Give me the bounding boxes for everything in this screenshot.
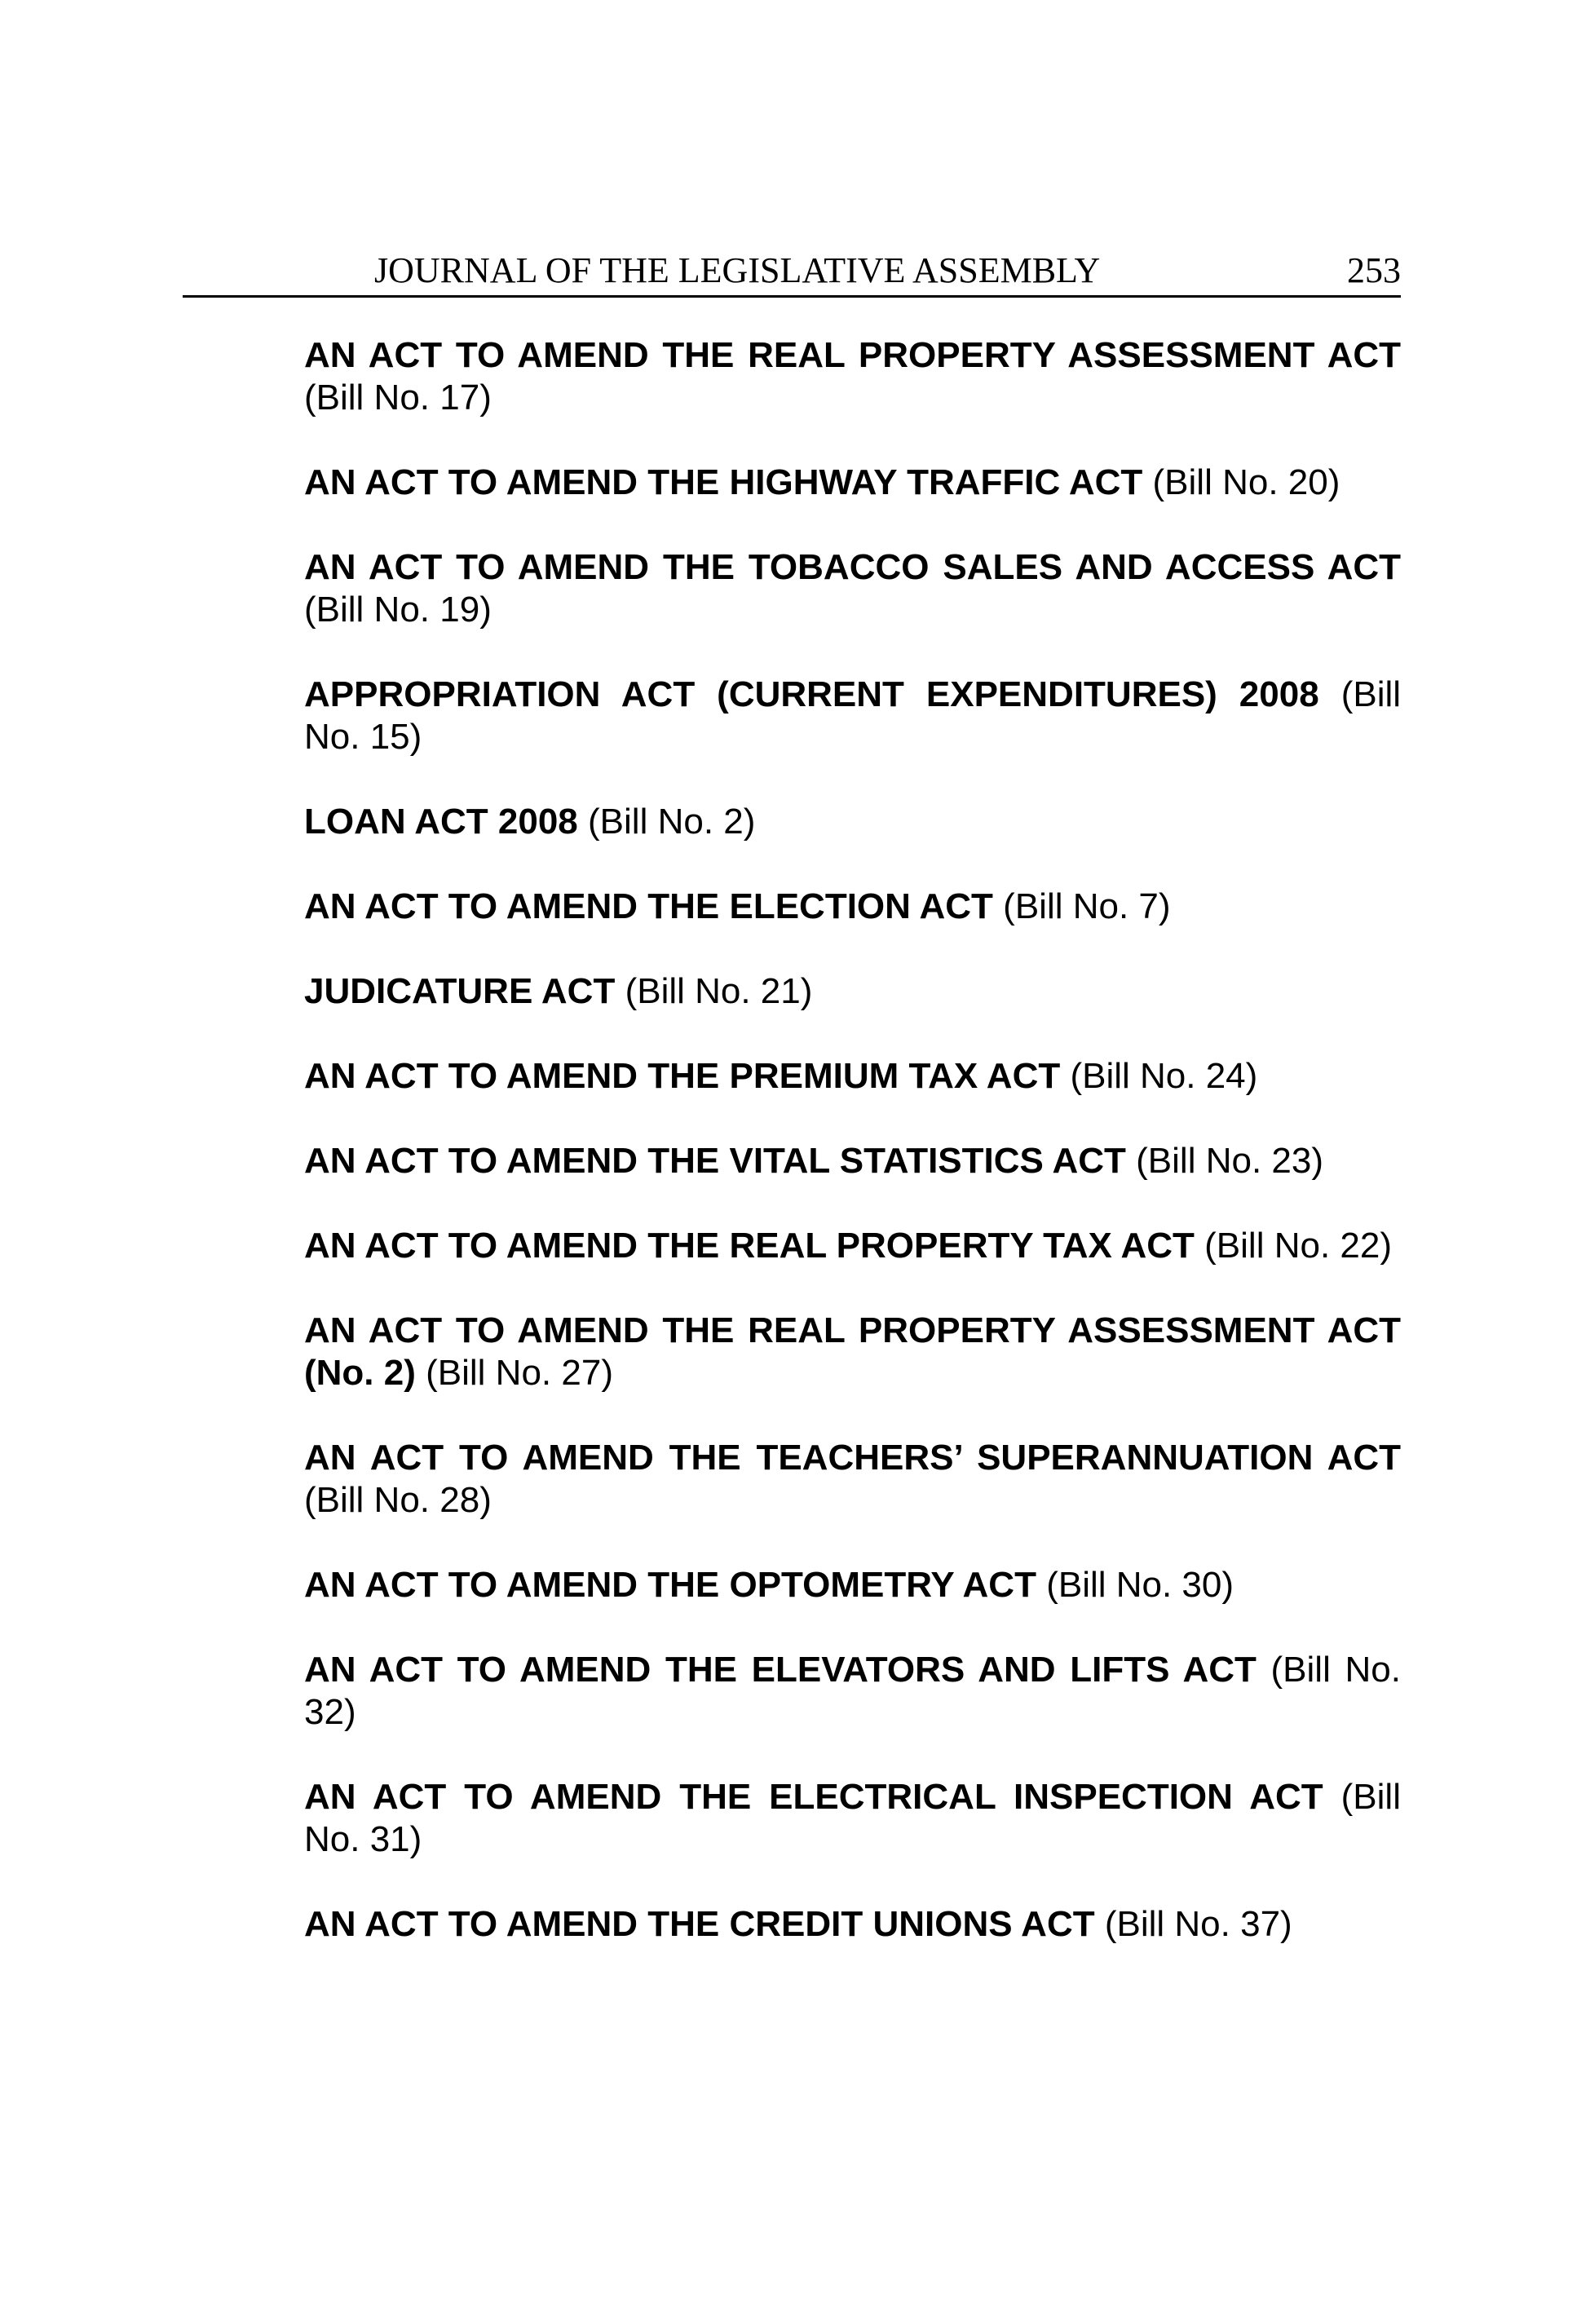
bill-entry [304, 1776, 1401, 1861]
bill-entry [304, 1649, 1401, 1734]
bill-title: AN ACT TO AMEND THE REAL PROPERTY ASSESSMENT ACT (No. 2) [304, 1310, 1401, 1393]
bill-title: AN ACT TO AMEND THE ELECTION ACT [304, 886, 993, 926]
bill-entry [304, 886, 1401, 928]
page-number: 253 [1347, 250, 1401, 290]
bill-number: (Bill No. 7) [1003, 886, 1171, 926]
bill-title: AN ACT TO AMEND THE REAL PROPERTY ASSESSMENT ACT [304, 335, 1401, 375]
bill-number: (Bill No. 20) [1152, 462, 1340, 502]
bill-number: (Bill No. 30) [1046, 1565, 1234, 1605]
bill-number: (Bill No. 17) [304, 378, 492, 418]
bill-entry [304, 1310, 1401, 1394]
bill-number: (Bill No. 28) [304, 1480, 492, 1520]
bill-number: (Bill No. 19) [304, 590, 492, 630]
bill-entry [304, 462, 1401, 504]
bill-title: AN ACT TO AMEND THE ELECTRICAL INSPECTION ACT [304, 1777, 1323, 1817]
bill-entry [304, 1140, 1401, 1182]
bill-number: (Bill No. 32) [304, 1650, 1401, 1732]
bill-number: (Bill No. 23) [1136, 1141, 1323, 1181]
bill-title: JUDICATURE ACT [304, 971, 616, 1011]
bill-entry [304, 334, 1401, 419]
running-head [183, 246, 1401, 298]
bill-entry [304, 801, 1401, 843]
bill-title: AN ACT TO AMEND THE OPTOMETRY ACT [304, 1565, 1036, 1605]
bill-title: AN ACT TO AMEND THE TEACHERS’ SUPERANNUATION ACT [304, 1438, 1401, 1478]
bill-number: (Bill No. 21) [625, 971, 813, 1011]
bill-entry [304, 1225, 1401, 1267]
bill-number: (Bill No. 2) [588, 802, 756, 842]
bill-title: AN ACT TO AMEND THE ELEVATORS AND LIFTS ACT [304, 1650, 1257, 1690]
bill-entry [304, 1437, 1401, 1522]
bill-title: AN ACT TO AMEND THE TOBACCO SALES AND ACCESS ACT [304, 547, 1401, 587]
bill-number: (Bill No. 15) [304, 674, 1402, 757]
bill-title: AN ACT TO AMEND THE PREMIUM TAX ACT [304, 1056, 1061, 1096]
running-title: JOURNAL OF THE LEGISLATIVE ASSEMBLY [374, 250, 1101, 290]
bill-number: (Bill No. 31) [304, 1777, 1401, 1859]
bill-entry [304, 1055, 1401, 1098]
bill-title: AN ACT TO AMEND THE CREDIT UNIONS ACT [304, 1904, 1095, 1944]
bill-title: AN ACT TO AMEND THE REAL PROPERTY TAX ACT [304, 1226, 1195, 1266]
bill-entry [304, 970, 1401, 1013]
bill-title: APPROPRIATION ACT (CURRENT EXPENDITURES) 2008 [304, 674, 1319, 714]
bill-list [304, 334, 1401, 1988]
bill-title: AN ACT TO AMEND THE VITAL STATISTICS ACT [304, 1141, 1126, 1181]
bill-title: AN ACT TO AMEND THE HIGHWAY TRAFFIC ACT [304, 462, 1143, 502]
bill-entry [304, 1564, 1401, 1606]
bill-number: (Bill No. 27) [426, 1353, 613, 1393]
bill-title: LOAN ACT 2008 [304, 802, 578, 842]
bill-number: (Bill No. 24) [1070, 1056, 1258, 1096]
bill-number: (Bill No. 22) [1204, 1226, 1392, 1266]
bill-entry [304, 546, 1401, 631]
bill-entry [304, 674, 1401, 758]
bill-entry [304, 1903, 1401, 1946]
bill-number: (Bill No. 37) [1104, 1904, 1292, 1944]
